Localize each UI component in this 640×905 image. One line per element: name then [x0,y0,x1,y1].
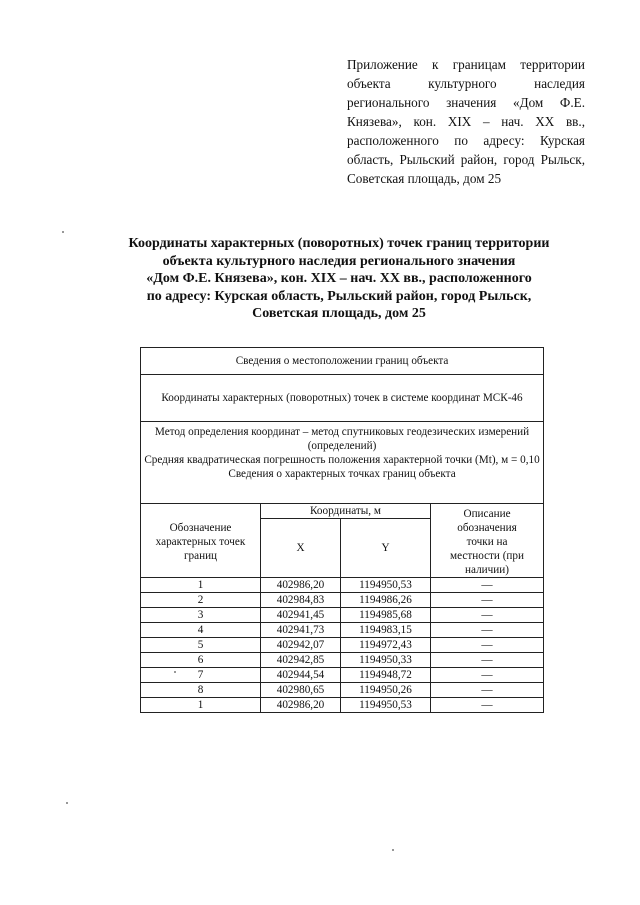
table-method-info [141,422,544,504]
table-header-system: Координаты характерных (поворотных) точек в системе координат МСК-46 [141,375,544,422]
scan-speck [174,671,176,673]
column-header-point: Обозначение характерных точек границ [141,504,261,578]
cell-description: — [431,638,544,653]
cell-point: 1 [141,578,261,593]
table-row [141,578,544,593]
column-header-description: Описание обозначения точки на местности (при наличии) [431,504,544,578]
cell-description: — [431,623,544,638]
cell-y: 1194950,53 [341,578,431,593]
cell-point: 2 [141,593,261,608]
cell-point: 4 [141,623,261,638]
cell-y: 1194986,26 [341,593,431,608]
cell-x: 402986,20 [261,578,341,593]
cell-x: 402942,07 [261,638,341,653]
cell-description: — [431,698,544,713]
cell-y: 1194950,33 [341,653,431,668]
annex-note: Приложение к границам территории объекта культурного наследия регионального значения «Дом Ф.Е. Князева», кон. XIX – нач. XX вв., расположенного по адресу: Курская область, Рыльский район, город Рыльск, Советская площадь, дом 25 [347,57,585,186]
table-row [141,593,544,608]
column-header-coords: Координаты, м [261,504,431,519]
cell-x: 402941,73 [261,623,341,638]
accuracy-text: Средняя квадратическая погрешность положения характерной точки (Mt), м = 0,10 [144,454,540,466]
title-line: по адресу: Курская область, Рыльский район, город Рыльск, [146,288,532,304]
cell-x: 402984,83 [261,593,341,608]
title-line: «Дом Ф.Е. Князева», кон. XIX – нач. XX вв., расположенного [146,271,532,286]
table-row [141,698,544,713]
table-row [141,683,544,698]
table-row [141,608,544,623]
cell-x: 402986,20 [261,698,341,713]
cell-description: — [431,683,544,698]
scan-speck [66,802,68,804]
cell-y: 1194972,43 [341,638,431,653]
cell-y: 1194985,68 [341,608,431,623]
table-row [141,638,544,653]
cell-point: 6 [141,653,261,668]
cell-y: 1194950,26 [341,683,431,698]
table-row [141,668,544,683]
cell-y: 1194983,15 [341,623,431,638]
column-header-y: Y [341,519,431,578]
cell-point: 8 [141,683,261,698]
scan-speck [62,231,64,233]
cell-point: 3 [141,608,261,623]
title-line: Координаты характерных (поворотных) точек границ территории [128,236,550,251]
cell-description: — [431,653,544,668]
cell-y: 1194950,53 [341,698,431,713]
coordinates-table [140,347,544,713]
cell-y: 1194948,72 [341,668,431,683]
cell-description: — [431,608,544,623]
cell-description: — [431,668,544,683]
document-title [100,235,578,323]
cell-point: 1 [141,698,261,713]
cell-description: — [431,578,544,593]
table-row [141,653,544,668]
column-header-x: X [261,519,341,578]
title-line: Советская площадь, дом 25 [252,306,426,321]
cell-x: 402944,54 [261,668,341,683]
scan-speck [392,849,394,851]
method-text: Метод определения координат – метод спутниковых геодезических измерений (определений) [154,426,530,452]
cell-x: 402942,85 [261,653,341,668]
cell-point: 7 [141,668,261,683]
title-line: объекта культурного наследия регионального значения [162,253,516,269]
table-row [141,623,544,638]
table-header-location: Сведения о местоположении границ объекта [141,348,544,375]
cell-x: 402941,45 [261,608,341,623]
cell-x: 402980,65 [261,683,341,698]
cell-point: 5 [141,638,261,653]
cell-description: — [431,593,544,608]
points-info-text: Сведения о характерных точках границ объекта [228,468,456,480]
